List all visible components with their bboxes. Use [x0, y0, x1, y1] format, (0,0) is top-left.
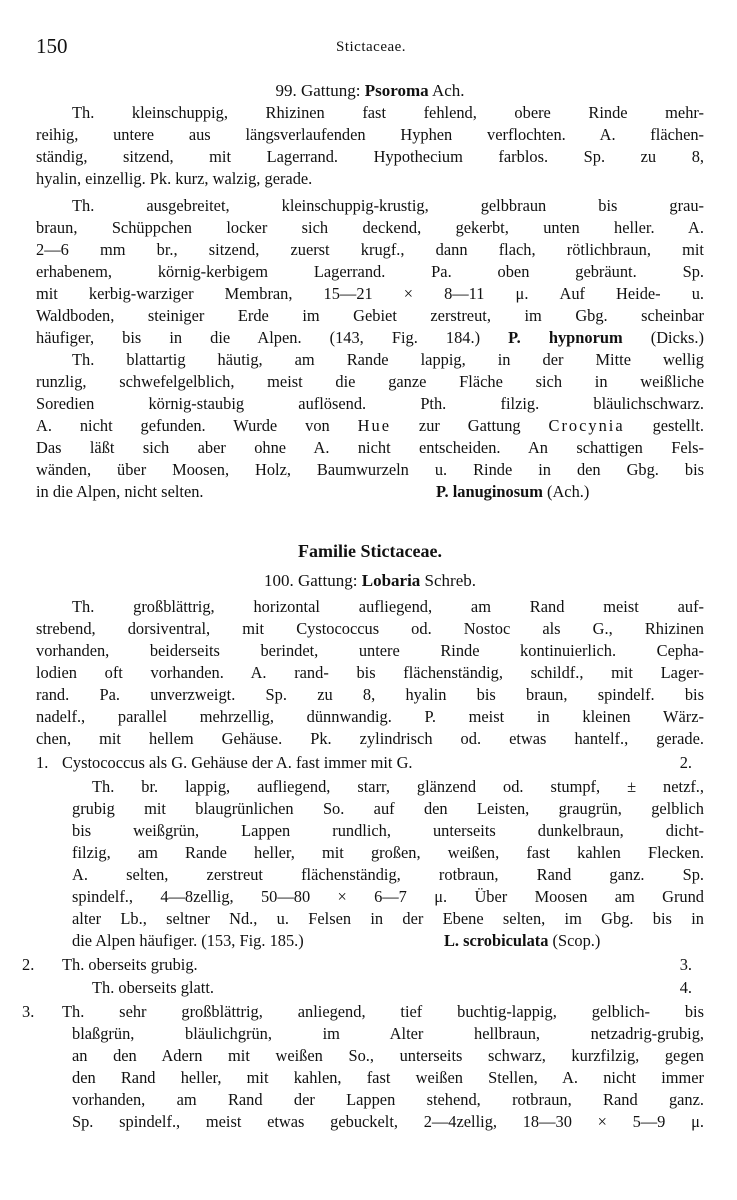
text-line: Th. blattartig häutig, am Rande lappig, in der Mitte wellig [72, 350, 704, 369]
text-line: reihig, untere aus längsverlaufenden Hyphen verflochten. A. flächen- [36, 125, 704, 144]
page-number: 150 [36, 34, 68, 58]
text-line: vorhanden, beiderseits berindet, untere Rinde kontinuierlich. Cepha- [36, 641, 704, 660]
text-line: hyalin, einzellig. Pk. kurz, walzig, gerade. [36, 169, 313, 188]
key-number: 2. [22, 955, 35, 974]
text-line: nadelf., parallel mehrzellig, dünnwandig. P. meist in kleinen Wärz- [36, 707, 704, 726]
text-span: häufiger, bis in die Alpen. (143, Fig. 184.) [36, 328, 481, 347]
genus-name: Crocynia [548, 416, 625, 435]
species-line-hypnorum [36, 327, 704, 349]
author-name: Hue [357, 416, 391, 435]
key-reference: 2. [679, 753, 692, 772]
species-line-scrobiculata [36, 930, 704, 952]
heading-prefix: 100. Gattung: [263, 571, 358, 590]
key-reference: 3. [679, 955, 692, 974]
text-line: Th. ausgebreitet, kleinschuppig-krustig, gelbbraun bis grau- [72, 196, 704, 215]
text-span: A. nicht gefunden. Wurde von [36, 416, 330, 435]
text-line: Th. br. lappig, aufliegend, starr, glänzend od. stumpf, ± netzf., [92, 777, 704, 796]
text-line: Th. kleinschuppig, Rhizinen fast fehlend, obere Rinde mehr- [72, 103, 704, 122]
species-author: (Ach.) [547, 482, 590, 501]
text-line: den Rand heller, mit kahlen, fast weißen Stellen, A. nicht immer [72, 1068, 704, 1087]
family-heading: Familie Stictaceae. [298, 541, 442, 561]
text-line: filzig, am Rande heller, mit großen, weißen, fast kahlen Flecken. [72, 843, 704, 862]
text-line: Sp. spindelf., meist etwas gebuckelt, 2—4zellig, 18—30 × 5—9 μ. [72, 1112, 704, 1131]
species-author: (Dicks.) [650, 328, 704, 347]
text-line: chen, mit hellem Gehäuse. Pk. zylindrisch od. etwas hantelf., gerade. [36, 729, 704, 748]
text-line: an den Adern mit weißen So., unterseits schwarz, kurzfilzig, gegen [72, 1046, 704, 1065]
book-page [22, 34, 704, 1131]
text-span: die Alpen häufiger. (153, Fig. 185.) [72, 931, 304, 950]
genus-heading-lobaria [36, 570, 704, 592]
text-line: runzlig, schwefelgelblich, meist die ganze Fläche sich in weißliche [36, 372, 704, 391]
genus-author: Schreb. [424, 571, 477, 590]
text-line: erhabenem, körnig-kerbigem Lagerrand. Pa. oben gebräunt. Sp. [36, 262, 704, 281]
text-line: 2—6 mm br., sitzend, zuerst krugf., dann flach, rötlichbraun, mit [36, 240, 704, 259]
text-line: bis weißgrün, Lappen rundlich, unterseits dunkelbraun, dicht- [72, 821, 704, 840]
text-line: grubig mit blaugrünlichen So. auf den Leisten, graugrün, gelblich [72, 799, 704, 818]
species-label [444, 930, 600, 952]
text-line: braun, Schüppchen locker sich deckend, gekerbt, unten heller. A. [36, 218, 704, 237]
page-header [36, 34, 704, 62]
species-name: L. scrobiculata [444, 931, 549, 950]
text-line: A. selten, zerstreut flächenständig, rotbraun, Rand ganz. Sp. [72, 865, 704, 884]
text-line: rand. Pa. unverzweigt. Sp. zu 8, hyalin bis braun, spindelf. bis [36, 685, 704, 704]
heading-prefix: 99. Gattung: [275, 81, 361, 100]
hue-line [36, 415, 704, 437]
species-author: (Scop.) [552, 931, 601, 950]
key-number: 1. [36, 753, 49, 772]
text-line: alter Lb., seltner Nd., u. Felsen in der Ebene selten, im Gbg. bis in [72, 909, 704, 928]
genus-heading-psoroma [36, 80, 704, 102]
key-text: Th. oberseits glatt. [92, 978, 214, 997]
text-span: gestellt. [652, 416, 704, 435]
text-line: lodien oft vorhanden. A. rand- bis flächenständig, schildf., mit Lager- [36, 663, 704, 682]
text-line: vorhanden, am Rand der Lappen stehend, rotbraun, Rand ganz. [72, 1090, 704, 1109]
text-line: Waldboden, steiniger Erde im Gebiet zerstreut, im Gbg. scheinbar [36, 306, 704, 325]
text-line: Th. großblättrig, horizontal aufliegend, am Rand meist auf- [72, 597, 704, 616]
key-reference: 4. [679, 978, 692, 997]
genus-name: Psoroma [364, 81, 429, 100]
key-text: Th. sehr großblättrig, anliegend, tief buchtig-lappig, gelblich- bis [62, 1002, 704, 1021]
text-line: Soredien körnig-staubig auflösend. Pth. filzig. bläulichschwarz. [36, 394, 704, 413]
key-text: Th. oberseits grubig. [62, 955, 198, 974]
text-line: spindelf., 4—8zellig, 50—80 × 6—7 μ. Über Moosen am Grund [72, 887, 704, 906]
text-line: Das läßt sich aber ohne A. nicht entscheiden. An schattigen Fels- [36, 438, 704, 457]
text-span: in die Alpen, nicht selten. [36, 482, 204, 501]
species-name: P. hypnorum [508, 328, 623, 347]
text-line: wänden, über Moosen, Holz, Baumwurzeln u. Rinde in den Gbg. bis [36, 460, 704, 479]
text-span: zur Gattung [418, 416, 521, 435]
species-name: P. lanuginosum [436, 482, 543, 501]
key-number: 3. [22, 1002, 35, 1021]
text-line: blaßgrün, bläulichgrün, im Alter hellbraun, netzadrig-grubig, [72, 1024, 704, 1043]
species-label [436, 481, 589, 503]
species-line-lanuginosum [36, 481, 704, 503]
key-text: Cystococcus als G. Gehäuse der A. fast immer mit G. [62, 753, 413, 772]
genus-author: Ach. [431, 81, 465, 100]
running-head: Stictaceae. [336, 39, 407, 55]
text-line: strebend, dorsiventral, mit Cystococcus od. Nostoc als G., Rhizinen [36, 619, 704, 638]
genus-name: Lobaria [361, 571, 421, 590]
text-line: mit kerbig-warziger Membran, 15—21 × 8—11 μ. Auf Heide- u. [36, 284, 704, 303]
text-line: ständig, sitzend, mit Lagerrand. Hypothecium farblos. Sp. zu 8, [36, 147, 704, 166]
